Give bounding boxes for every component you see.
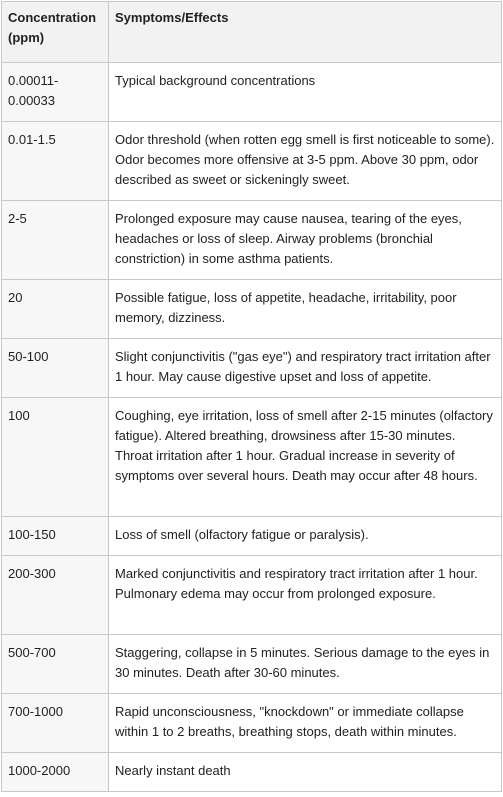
table-row	[2, 398, 502, 517]
concentration-cell	[2, 201, 109, 280]
concentration-cell	[2, 63, 109, 122]
concentration-cell	[2, 280, 109, 339]
effects-text: Slight conjunctivitis ("gas eye") and respiratory tract irritation after 1 hour. May cause digestive upset and loss of appetite.	[115, 349, 491, 384]
effects-text: Rapid unconsciousness, "knockdown" or immediate collapse within 1 to 2 breaths, breathing stops, death within minutes.	[115, 704, 464, 739]
header-concentration-label: Concentration (ppm)	[8, 10, 97, 45]
table-row	[2, 63, 502, 122]
concentration-text: 2-5	[8, 211, 27, 226]
effects-text: Nearly instant death	[115, 763, 231, 778]
table-row	[2, 280, 502, 339]
effects-cell	[109, 201, 502, 280]
table-row	[2, 339, 502, 398]
effects-cell	[109, 280, 502, 339]
document-root	[1, 1, 502, 792]
concentration-cell	[2, 122, 109, 201]
table-row	[2, 556, 502, 635]
effects-cell	[109, 339, 502, 398]
table-header-row	[2, 2, 502, 63]
effects-cell	[109, 556, 502, 635]
concentration-cell	[2, 339, 109, 398]
table-row	[2, 201, 502, 280]
header-symptoms	[109, 2, 502, 63]
effects-text: Loss of smell (olfactory fatigue or paralysis).	[115, 527, 369, 542]
effects-text: Typical background concentrations	[115, 73, 316, 88]
effects-cell	[109, 635, 502, 694]
concentration-cell	[2, 517, 109, 556]
concentration-text: 200-300	[8, 566, 56, 581]
effects-text: Possible fatigue, loss of appetite, headache, irritability, poor memory, dizziness.	[115, 290, 457, 325]
effects-cell	[109, 517, 502, 556]
effects-text: Prolonged exposure may cause nausea, tearing of the eyes, headaches or loss of sleep. Airway problems (bronchial constriction) in some asthma patients.	[115, 211, 462, 266]
concentration-text: 100	[8, 408, 30, 423]
concentration-cell	[2, 556, 109, 635]
concentration-text: 20	[8, 290, 23, 305]
table-row	[2, 635, 502, 694]
effects-text: Coughing, eye irritation, loss of smell after 2-15 minutes (olfactory fatigue). Altered breathing, drowsiness after 15-30 minutes. Throat irritation after 1 hour. Gradual increase in severity of symptoms over several hours. Death may occur after 48 hours.	[115, 408, 493, 483]
concentration-text: 700-1000	[8, 704, 63, 719]
header-concentration	[2, 2, 109, 63]
concentration-text: 500-700	[8, 645, 56, 660]
concentration-text: 0.00011-0.00033	[8, 73, 59, 108]
concentration-text: 50-100	[8, 349, 49, 364]
effects-cell	[109, 753, 502, 792]
effects-cell	[109, 63, 502, 122]
effects-cell	[109, 398, 502, 517]
symptoms-table	[1, 1, 502, 792]
effects-text: Marked conjunctivitis and respiratory tract irritation after 1 hour. Pulmonary edema may occur from prolonged exposure.	[115, 566, 478, 601]
table-row	[2, 122, 502, 201]
concentration-text: 1000-2000	[8, 763, 71, 778]
concentration-cell	[2, 694, 109, 753]
concentration-cell	[2, 398, 109, 517]
concentration-text: 0.01-1.5	[8, 132, 56, 147]
concentration-text: 100-150	[8, 527, 56, 542]
concentration-cell	[2, 753, 109, 792]
effects-text: Staggering, collapse in 5 minutes. Serious damage to the eyes in 30 minutes. Death after 30-60 minutes.	[115, 645, 490, 680]
table-row	[2, 517, 502, 556]
effects-text: Odor threshold (when rotten egg smell is first noticeable to some). Odor becomes more offensive at 3-5 ppm. Above 30 ppm, odor described as sweet or sickeningly sweet.	[115, 132, 495, 187]
table-row	[2, 694, 502, 753]
header-symptoms-label: Symptoms/Effects	[115, 10, 229, 25]
table-row	[2, 753, 502, 792]
effects-cell	[109, 122, 502, 201]
effects-cell	[109, 694, 502, 753]
concentration-cell	[2, 635, 109, 694]
